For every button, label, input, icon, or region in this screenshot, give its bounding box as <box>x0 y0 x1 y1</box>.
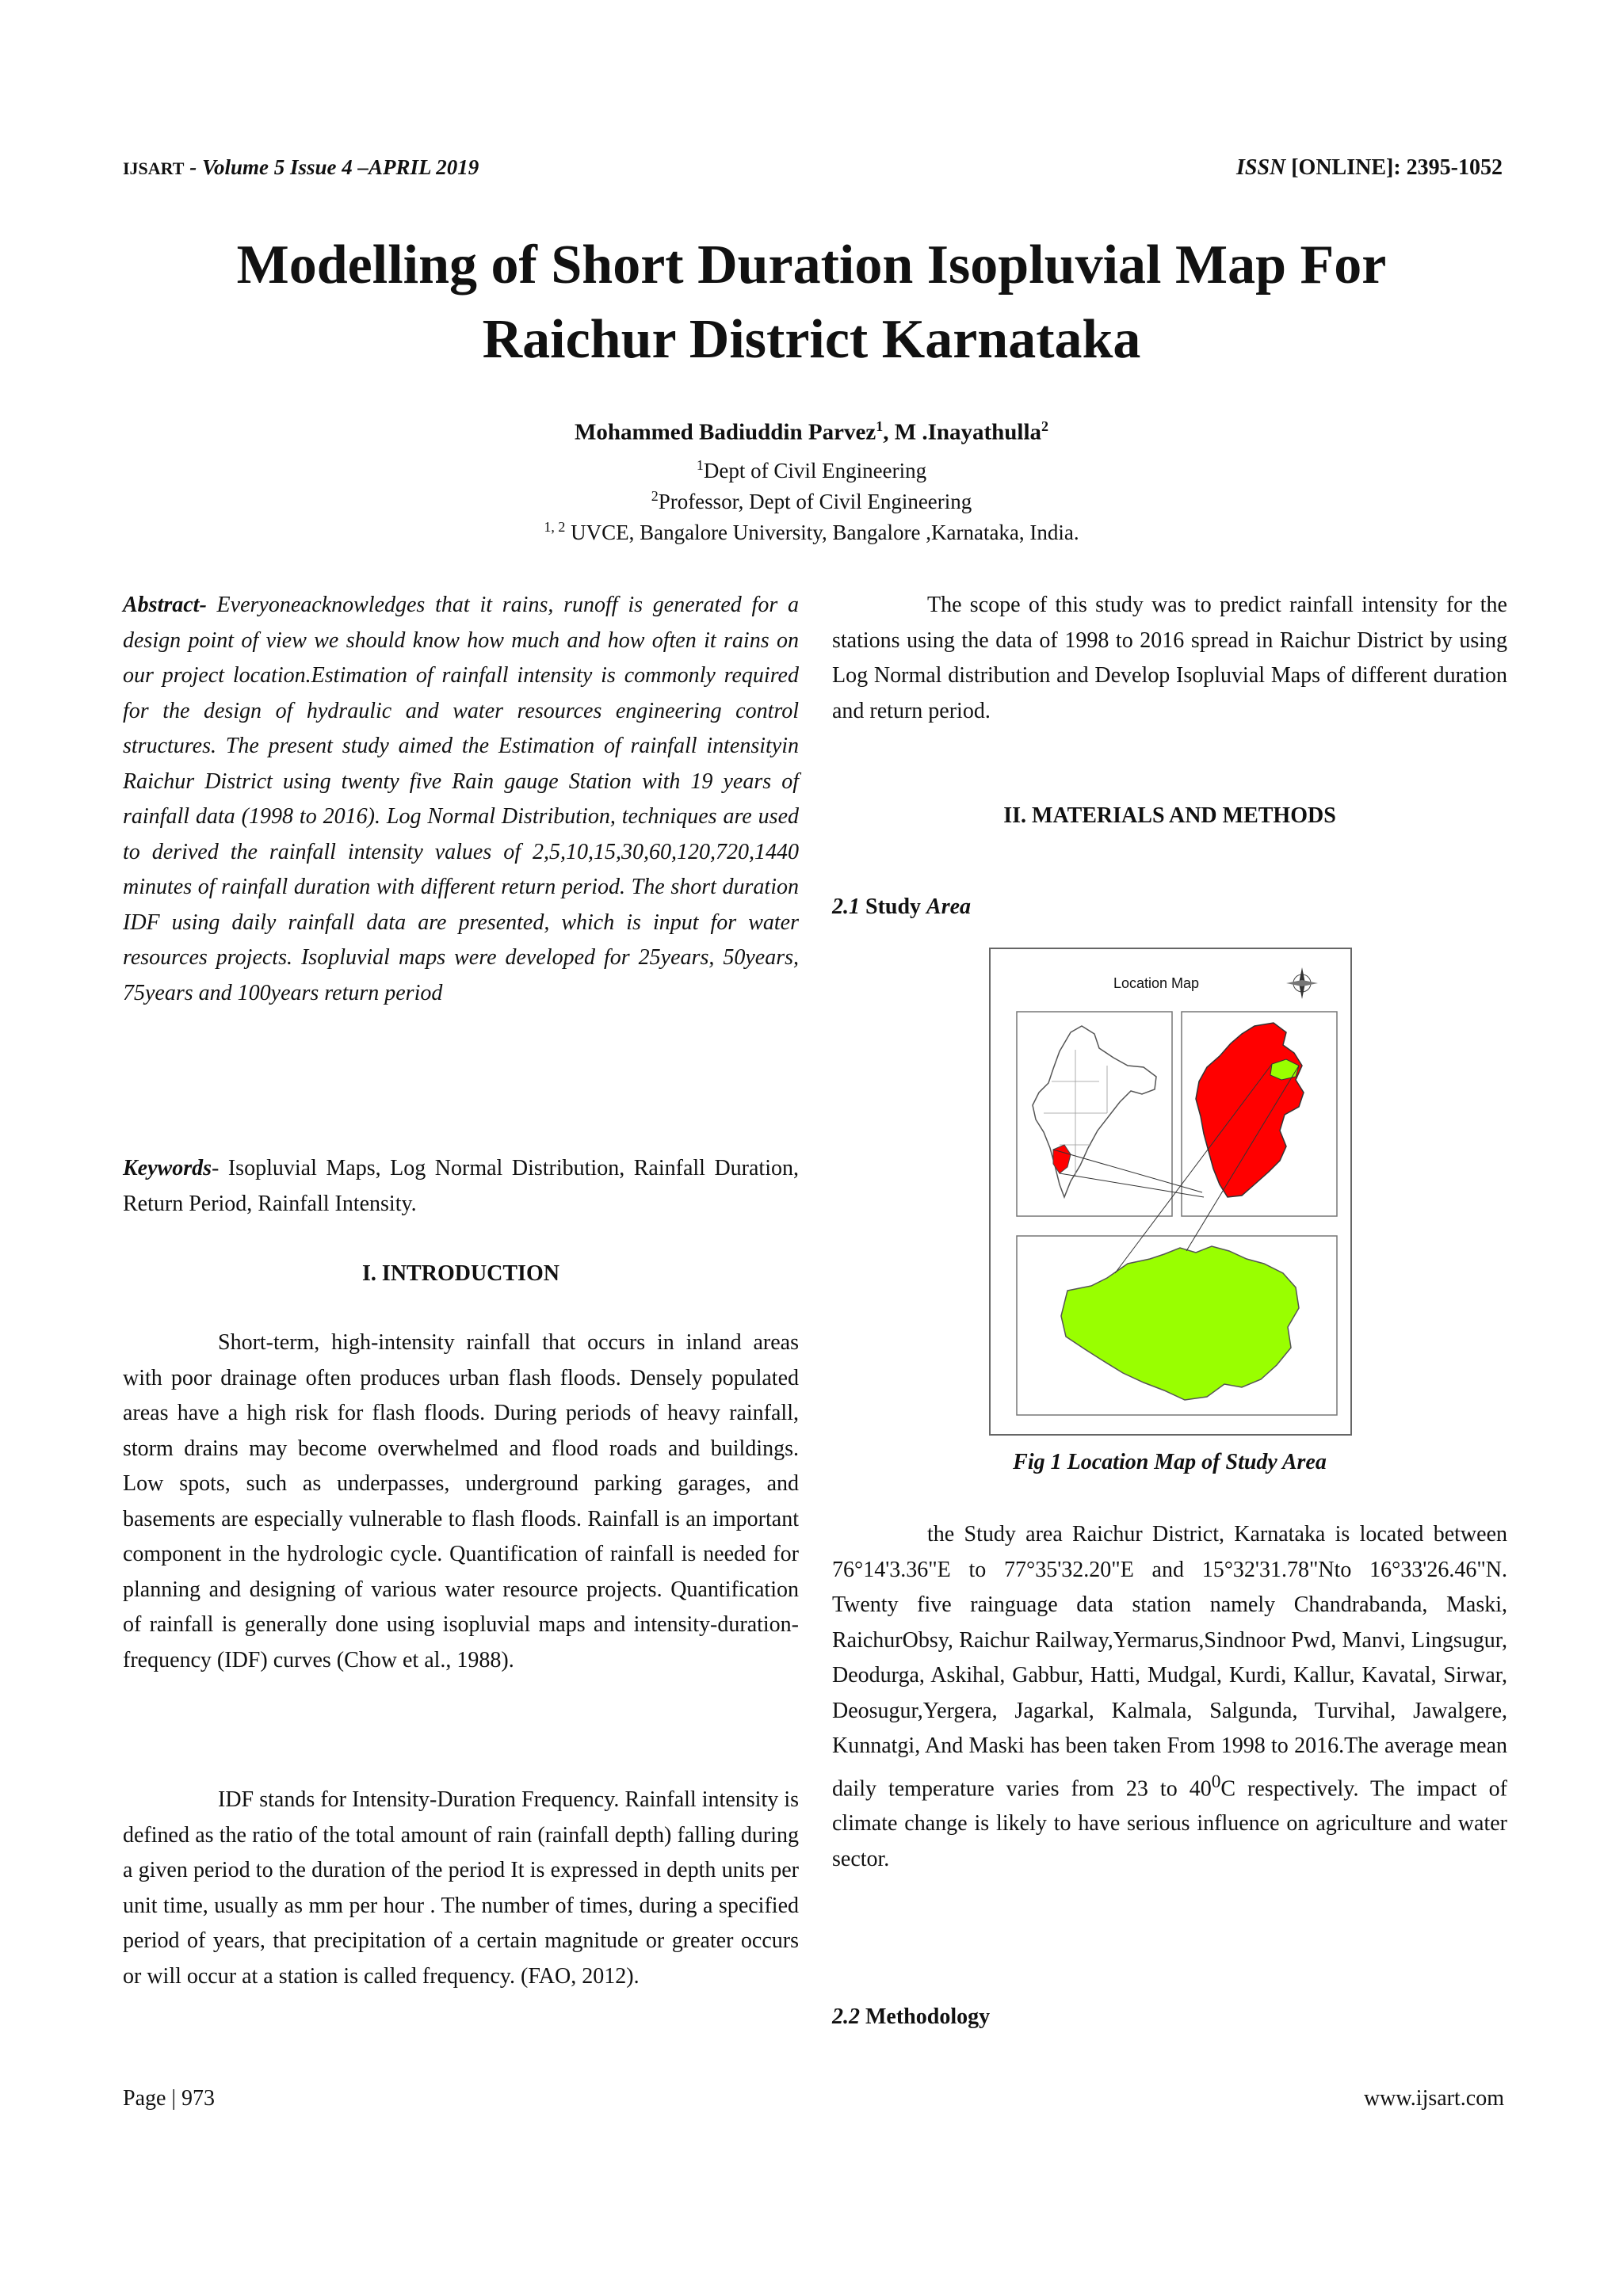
author-1-sup: 1 <box>876 418 884 434</box>
introduction-paragraph-1: Short-term, high-intensity rainfall that occurs in inland areas with poor drainage often produces urban flash floods. Densely populated areas have a high risk for flash floods. During periods of heavy rainfall, storm drains may become overwhelmed and flood roads and buildings. Low spots, such as underpasses, underground parking garages, and basements are especially vulnerable to flash floods. Rainfall is an important component in the hydrologic cycle. Quantification of rainfall is needed for planning and designing of various water resource projects. Quantification of rainfall is generally done using isopluvial maps and intensity-duration-frequency (IDF) curves (Chow et al., 1988). <box>123 1330 799 1672</box>
title-line-1: Modelling of Short Duration Isopluvial Map For <box>236 235 1387 296</box>
affiliation-2-sup: 2 <box>651 488 659 504</box>
affiliation-1-text: Dept of Civil Engineering <box>703 459 927 482</box>
figure-map-title: Location Map <box>1113 975 1200 991</box>
author-separator: , <box>883 419 895 445</box>
issn-value: [ONLINE]: 2395-1052 <box>1291 155 1503 180</box>
methodology-number: 2.2 <box>832 2004 860 2029</box>
study-area-paragraph <box>832 1517 1507 1877</box>
affiliation-3-text: UVCE, Bangalore University, Bangalore ,Karnataka, India. <box>571 521 1079 544</box>
study-area-number: 2.1 <box>832 894 860 919</box>
author-2-sup: 2 <box>1041 418 1049 434</box>
location-map-figure <box>988 947 1353 1436</box>
materials-methods-heading: II. MATERIALS AND METHODS <box>1003 803 1336 828</box>
journal-code: IJSART <box>123 158 185 178</box>
study-area-heading <box>832 890 1507 925</box>
study-area-word: Study <box>865 894 922 919</box>
issn-header <box>1236 155 1503 181</box>
header-dash: - <box>189 155 202 179</box>
methodology-word: Methodology <box>865 2004 991 2029</box>
introduction-paragraph-2: IDF stands for Intensity-Duration Frequency. Rainfall intensity is defined as the ratio of the total amount of rain (rainfall depth) falling during a given period to the duration of the period It is expressed in depth units per unit time, usually as mm per hour . The number of times, during a specified period of years, that precipitation of a certain magnitude or greater occurs or will occur at a station is called frequency. (FAO, 2012). <box>123 1787 799 1989</box>
author-list <box>0 418 1623 446</box>
affiliation-2 <box>0 488 1623 514</box>
abstract-label: Abstract- <box>123 593 207 617</box>
abstract <box>123 588 799 1011</box>
author-1: Mohammed Badiuddin Parvez <box>574 419 876 445</box>
keywords-label: Keywords <box>123 1156 212 1180</box>
study-area-text-a: the Study area Raichur District, Karnataka is located between 76°14'3.36"E to 77°35'32.20"E and 15°32'31.78"Nto 16°33'26.46"N. Twenty five rainguage data station namely Chandrabanda, Maski, RaichurObsy, Raichur Railway,Yermarus,Sindnoor Pwd, Manvi, Lingsugur, Deodurga, Askihal, Gabbur, Hatti, Mudgal, Kurdi, Kallur, Kavatal, Sirwar, Deosugur,Yergera, Jagarkal, Kalmala, Salgunda, Turvihal, Jawalgere, Kunnatgi, And Maski has been taken From 1998 to 2016.The average mean daily temperature varies from 23 to 40 <box>832 1522 1507 1801</box>
affiliation-1 <box>0 457 1623 483</box>
page-number: Page | 973 <box>123 2086 216 2111</box>
issn-label: ISSN <box>1235 155 1286 180</box>
author-2: M .Inayathulla <box>894 419 1042 445</box>
scope-paragraph: The scope of this study was to predict rainfall intensity for the stations using the data of 1998 to 2016 spread in Raichur District by using Log Normal distribution and Develop Isopluvial Maps of different duration and return period. <box>832 593 1507 723</box>
introduction-heading: I. INTRODUCTION <box>362 1261 559 1286</box>
figure-caption: Fig 1 Location Map of Study Area <box>1013 1450 1327 1474</box>
methodology-heading <box>832 2000 1507 2035</box>
title-line-2: Raichur District Karnataka <box>482 309 1141 370</box>
affiliation-3-sup: 1, 2 <box>544 519 566 535</box>
study-area-text-b: C respectively. The impact of climate change is likely to have serious influence on agriculture and water sector. <box>832 1775 1508 1871</box>
journal-header <box>123 155 479 180</box>
affiliation-1-sup: 1 <box>696 457 704 473</box>
keywords-text: - Isopluvial Maps, Log Normal Distribution, Rainfall Duration, Return Period, Rainfall Intensity. <box>123 1156 799 1216</box>
temperature-degree-sup: 0 <box>1211 1771 1221 1792</box>
abstract-text: Everyoneacknowledges that it rains, runoff is generated for a design point of view we should know how much and how often it rains on our project location.Estimation of rainfall intensity is commonly required for the design of hydraulic and water resources engineering control structures. The present study aimed the Estimation of rainfall intensityin Raichur District using twenty five Rain gauge Station with 19 years of rainfall data (1998 to 2016). Log Normal Distribution, techniques are used to derived the rainfall intensity values of 2,5,10,15,30,60,120,720,1440 minutes of rainfall duration with different return period. The short duration IDF using daily rainfall data are presented, which is input for water resources projects. Isopluvial maps were developed for 25years, 50years, 75years and 100years return period <box>123 593 799 1005</box>
journal-volume: Volume 5 Issue 4 –APRIL 2019 <box>201 155 479 179</box>
journal-website: www.ijsart.com <box>1363 2086 1504 2111</box>
keywords <box>123 1151 799 1222</box>
area-word: Area <box>926 894 972 919</box>
affiliation-3 <box>0 519 1623 545</box>
affiliation-2-text: Professor, Dept of Civil Engineering <box>658 490 972 513</box>
paper-title <box>79 228 1544 377</box>
